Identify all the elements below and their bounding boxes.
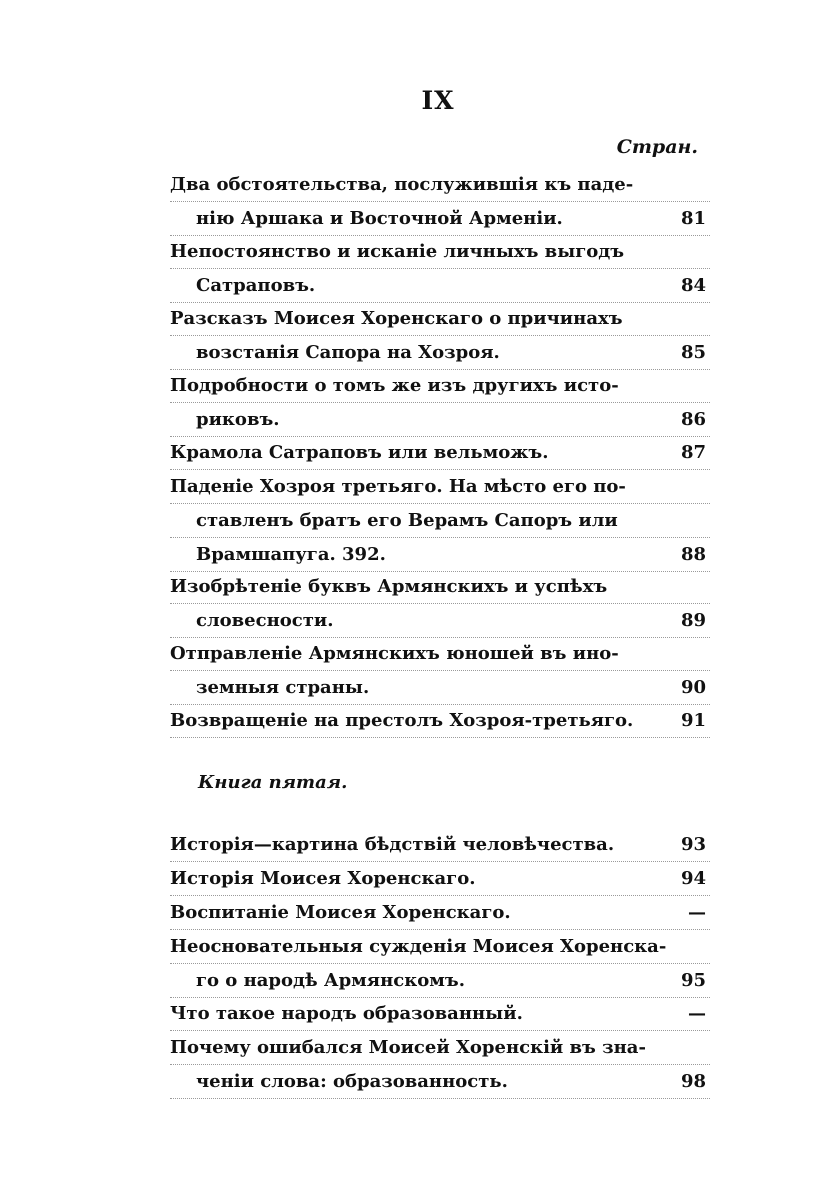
toc-entry [170,302,710,370]
toc-entry-text: Исторія—картина бѣдствій человѣчества. [170,834,615,855]
toc-entry [170,997,710,1031]
page-column-label: Стран. [616,136,698,158]
toc-entry-text: Почему ошибался Моисей Хоренскій въ зна- [170,1037,646,1058]
toc-entry-text: Подробности о томъ же изъ другихъ исто- [170,375,619,396]
toc-entry-text: Возвращеніе на престолъ Хозроя-третьяго. [170,710,634,731]
toc-entry-line [170,671,710,705]
toc-entry-line [170,302,710,336]
toc-page-number: — [688,902,706,923]
toc-entry-text: Исторія Моисея Хоренскаго. [170,868,476,889]
toc-entry [170,862,710,896]
toc-entry-text: Разсказъ Моисея Хоренскаго о причинахъ [170,308,623,329]
toc-entry-line [170,504,710,538]
toc-entry-line [170,168,710,202]
toc-entry-line [170,637,710,671]
toc-entry [170,1031,710,1099]
toc-entry-text: Крамола Сатраповъ или вельможъ. [170,442,549,463]
page-numeral: IX [421,86,455,115]
toc-entry-line [170,470,710,504]
toc-entry [170,704,710,738]
toc-page-number: 84 [680,275,706,296]
toc-entry-line [170,336,710,370]
toc-entry [170,570,710,638]
toc-page-number: 98 [680,1071,706,1092]
toc-entry-line [170,403,710,437]
toc-entry-text: Изобрѣтеніе буквъ Армянскихъ и успѣхъ [170,576,608,597]
toc-entry [170,930,710,998]
toc-page-number: — [688,1003,706,1024]
toc-entry-line [170,930,710,964]
toc-entry-line [170,704,710,738]
toc-entry-line [170,862,710,896]
toc-entry-text: Неосновательныя сужденія Моисея Хоренска- [170,936,667,957]
toc-page-number: 95 [680,970,706,991]
toc-page-number: 93 [680,834,706,855]
toc-entry-line [170,570,710,604]
toc-entry-text: Врамшапуга. 392. [196,544,386,565]
toc-entry [170,828,710,862]
toc-entry-line [170,436,710,470]
toc-entry [170,235,710,303]
toc-entry-text: ставленъ братъ его Верамъ Сапоръ или [196,510,618,531]
toc-entry-text: нію Аршака и Восточной Арменіи. [196,208,563,229]
toc-entry-line [170,604,710,638]
toc-page-number: 85 [680,342,706,363]
toc-page-number: 91 [680,710,706,731]
toc-entry-line [170,896,710,930]
toc-page-number: 89 [680,610,706,631]
toc-page-number: 90 [680,677,706,698]
toc-page-number: 87 [680,442,706,463]
toc-entry-text: возстанія Сапора на Хозроя. [196,342,500,363]
toc-entry-text: Сатраповъ. [196,275,316,296]
toc-entry-line [170,538,710,572]
toc-entry [170,168,710,236]
toc-entry-text: го о народѣ Армянскомъ. [196,970,465,991]
toc-entry-line [170,1031,710,1065]
toc-entry-line [170,997,710,1031]
toc-entry-text: ченіи слова: образованность. [196,1071,508,1092]
toc-entry-line [170,235,710,269]
toc-entry-line [170,269,710,303]
toc-entry-line [170,202,710,236]
toc-entry [170,369,710,437]
toc-entry-text: Непостоянство и исканіе личныхъ выгодъ [170,241,625,262]
toc-entry-text: Отправленіе Армянскихъ юношей въ ино- [170,643,619,664]
toc-entry-line [170,828,710,862]
toc-entry [170,896,710,930]
toc-entry [170,470,710,572]
toc-entry [170,637,710,705]
toc-page-number: 86 [680,409,706,430]
toc-entry-line [170,1065,710,1099]
toc-entry-text: словесности. [196,610,334,631]
toc-entry-text: Что такое народъ образованный. [170,1003,523,1024]
book-heading: Книга пятая. [198,772,348,793]
toc-entry-text: риковъ. [196,409,280,430]
toc-page-number: 94 [680,868,706,889]
toc-entry-text: Паденіе Хозроя третьяго. На мѣсто его по- [170,476,626,497]
toc-page-number: 81 [680,208,706,229]
toc-entry-text: земныя страны. [196,677,370,698]
toc-entry-line [170,964,710,998]
toc-entry-text: Два обстоятельства, послужившія къ паде- [170,174,634,195]
toc-page-number: 88 [680,544,706,565]
toc-entry-text: Воспитаніе Моисея Хоренскаго. [170,902,511,923]
toc-entry [170,436,710,470]
toc-entry-line [170,369,710,403]
